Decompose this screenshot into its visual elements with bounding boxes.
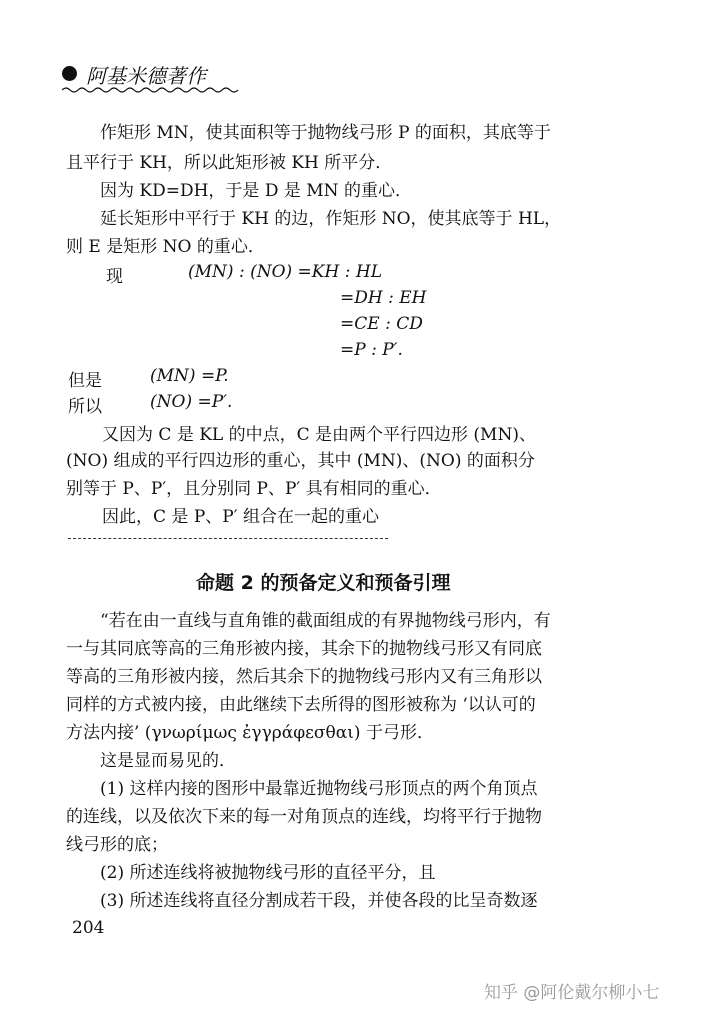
text-line: 线弓形的底； <box>66 835 168 855</box>
paragraph-line: 别等于 P、P′，且分别同 P、P′ 具有相同的重心． <box>66 479 442 499</box>
quote-line: 一与其同底等高的三角形被内接，其余下的抛物线弓形又有同底 <box>66 639 542 659</box>
text-line: (3) 所述连线将直径分割成若干段，并使各段的比呈奇数逐 <box>100 891 538 911</box>
page-number: 204 <box>72 918 105 938</box>
text-line: 作矩形 MN，使其面积等于抛物线弓形 P 的面积，其底等于 <box>100 123 551 143</box>
text-line: 因为 KD=DH，于是 D 是 MN 的重心． <box>100 181 412 201</box>
proportion-row: =DH : EH <box>340 288 427 308</box>
running-header: 阿基米德著作 <box>86 64 206 88</box>
but-label: 但是 <box>68 371 102 391</box>
proportion-lhs: (MN) : (NO) =KH : HL <box>188 262 382 282</box>
paragraph-line: 又因为 C 是 KL 的中点，C 是由两个平行四边形 (MN)、 <box>102 425 536 445</box>
quote-line: “若在由一直线与直角锥的截面组成的有界抛物线弓形内，有 <box>100 611 551 631</box>
paragraph-line: 因此，C 是 P、P′ 组合在一起的重心 <box>102 507 379 527</box>
section-title: 命题 2 的预备定义和预备引理 <box>196 572 451 594</box>
text-line: (2) 所述连线将被抛物线弓形的直径平分，且 <box>100 863 436 883</box>
text-line: 则 E 是矩形 NO 的重心． <box>66 237 265 257</box>
header-bullet-icon <box>62 66 77 81</box>
section-divider <box>68 538 388 539</box>
text-line: (1) 这样内接的图形中最靠近抛物线弓形顶点的两个角顶点 <box>100 779 538 799</box>
so-label: 所以 <box>68 397 102 417</box>
text-line: 延长矩形中平行于 KH 的边，作矩形 NO，使其底等于 HL， <box>100 209 562 229</box>
text-line: 的连线，以及依次下来的每一对角顶点的连线，均将平行于抛物 <box>66 807 542 827</box>
quote-line: 等高的三角形被内接，然后其余下的抛物线弓形内又有三角形以 <box>66 667 542 687</box>
text-line: 且平行于 KH，所以此矩形被 KH 所平分． <box>66 153 393 173</box>
quote-line: 同样的方式被内接，由此继续下去所得的图形被称为 ‘以认可的 <box>66 695 536 715</box>
quote-line: 方法内接’ (γνωρίμως ἐγγράφεσθαι) 于弓形． <box>66 723 434 743</box>
header-underline-wave <box>62 86 240 94</box>
so-expr: (NO) =P′. <box>150 392 233 412</box>
but-expr: (MN) =P. <box>150 366 229 386</box>
proportion-row: =P : P′. <box>340 340 403 360</box>
text-line: 这是显而易见的． <box>100 751 236 771</box>
proportion-row: =CE : CD <box>340 314 423 334</box>
paragraph-line: (NO) 组成的平行四边形的重心，其中 (MN)、(NO) 的面积分 <box>66 451 535 471</box>
proportion-intro: 现 <box>106 267 123 287</box>
watermark: 知乎 @阿伦戴尔柳小七 <box>484 983 660 1003</box>
